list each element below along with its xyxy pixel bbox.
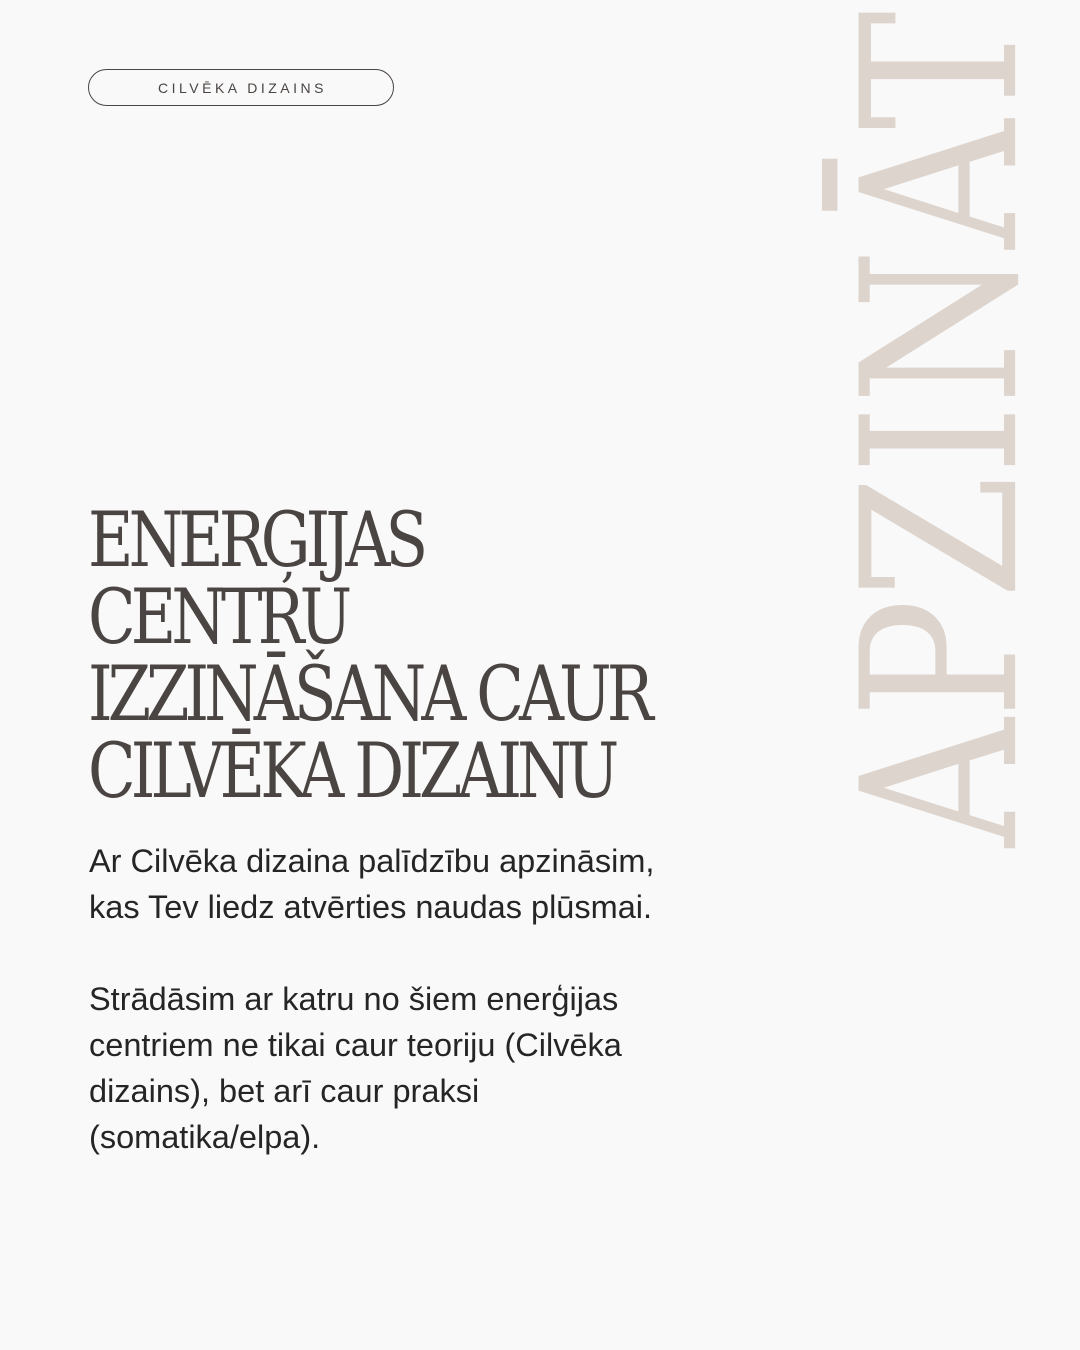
body-paragraph-1: Ar Cilvēka dizaina palīdzību apzināsim, kas Tev liedz atvērties naudas plūsmai. — [89, 843, 655, 925]
body-paragraph-2: Strādāsim ar katru no šiem enerģijas centriem ne tikai caur teoriju (Cilvēka dizains), bet arī caur praksi (somatika/elpa). — [89, 981, 622, 1155]
category-tag — [88, 69, 394, 106]
vertical-decorative-word — [816, 10, 1066, 850]
headline: ENERĢIJAS CENTRU IZZINĀŠANA CAUR CILVĒKA DIZAINU — [88, 495, 649, 815]
vertical-word-text: APZINĀT — [816, 10, 1066, 848]
category-tag-label: CILVĒKA DIZAINS — [158, 79, 327, 96]
